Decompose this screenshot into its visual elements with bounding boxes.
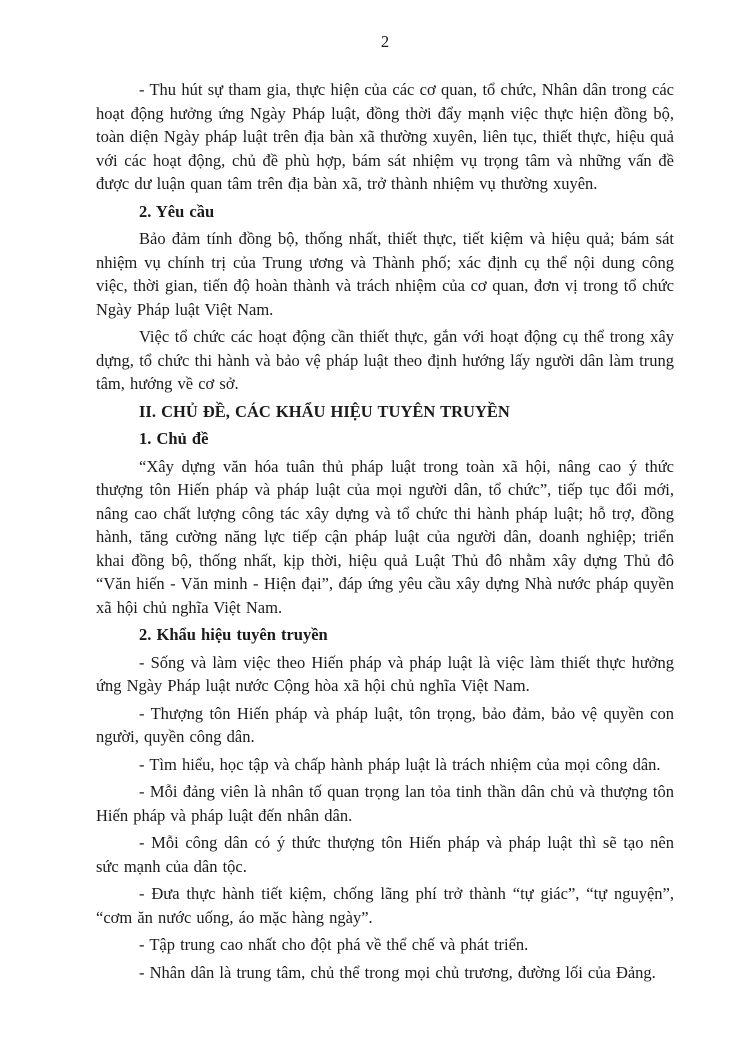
slogan-item-4: - Mỗi đảng viên là nhân tố quan trọng lan tỏa tinh thần dân chủ và thượng tôn Hiến pháp và pháp luật đến nhân dân. xyxy=(96,782,674,825)
slogan-item-8: - Nhân dân là trung tâm, chủ thể trong mọi chủ trương, đường lối của Đảng. xyxy=(139,962,656,982)
slogan-item-1: - Sống và làm việc theo Hiến pháp và pháp luật là việc làm thiết thực hưởng ứng Ngày Pháp luật nước Cộng hòa xã hội chủ nghĩa Việt Nam. xyxy=(96,652,674,695)
heading-khau-hieu: 2. Khẩu hiệu tuyên truyền xyxy=(139,625,328,644)
heading-yeu-cau: 2. Yêu cầu xyxy=(139,201,215,221)
slogan-item-7: - Tập trung cao nhất cho đột phá về thể chế và phát triển. xyxy=(139,935,529,954)
slogan-item-2: - Thượng tôn Hiến pháp và pháp luật, tôn trọng, bảo đảm, bảo vệ quyền con người, quyền công dân. xyxy=(96,703,674,746)
slogan-item-6: - Đưa thực hành tiết kiệm, chống lãng phí trở thành “tự giác”, “tự nguyện”, “cơm ăn nước uống, áo mặc hàng ngày”. xyxy=(96,884,674,927)
page-number: 2 xyxy=(380,32,390,51)
slogan-item-5: - Mỗi công dân có ý thức thượng tôn Hiến pháp và pháp luật thì sẽ tạo nên sức mạnh của dân tộc. xyxy=(96,833,674,876)
paragraph-intro-bullet: - Thu hút sự tham gia, thực hiện của các cơ quan, tổ chức, Nhân dân trong các hoạt động hưởng ứng Ngày Pháp luật, đồng thời đẩy mạnh việc thực hiện đồng bộ, toàn diện Ngày pháp luật trên địa bàn xã thường xuyên, liên tục, thiết thực, hiệu quả với các hoạt động, chủ đề phù hợp, bám sát nhiệm vụ trọng tâm và những vấn đề được dư luận quan tâm trên địa bàn xã, trở thành nhiệm vụ thường xuyên. xyxy=(96,80,674,193)
slogan-item-3: - Tìm hiểu, học tập và chấp hành pháp luật là trách nhiệm của mọi công dân. xyxy=(139,754,661,774)
paragraph-viec-to-chuc: Việc tổ chức các hoạt động cần thiết thực, gắn với hoạt động cụ thể trong xây dựng, tổ chức thi hành và bảo vệ pháp luật theo định hướng lấy người dân làm trung tâm, hướng về cơ sở. xyxy=(96,327,674,393)
document-body xyxy=(96,78,674,984)
paragraph-chu-de-content: “Xây dựng văn hóa tuân thủ pháp luật trong toàn xã hội, nâng cao ý thức thượng tôn Hiến pháp và pháp luật của mọi người dân, tổ chức”, tiếp tục đổi mới, nâng cao chất lượng công tác xây dựng và tổ chức thi hành pháp luật; hỗ trợ, đồng hành, tăng cường năng lực tiếp cận pháp luật của người dân, doanh nghiệp; triển khai đồng bộ, thống nhất, kịp thời, hiệu quả Luật Thủ đô nhằm xây dựng Thủ đô “Văn hiến - Văn minh - Hiện đại”, đáp ứng yêu cầu xây dựng Nhà nước pháp quyền xã hội chủ nghĩa Việt Nam. xyxy=(96,456,674,617)
paragraph-bao-dam: Bảo đảm tính đồng bộ, thống nhất, thiết thực, tiết kiệm và hiệu quả; bám sát nhiệm vụ chính trị của Trung ương và Thành phố; xác định cụ thể nội dung công việc, thời gian, tiến độ hoàn thành và trách nhiệm của cơ quan, đơn vị trong tổ chức Ngày Pháp luật Việt Nam. xyxy=(96,229,674,319)
heading-section-ii: II. CHỦ ĐỀ, CÁC KHẨU HIỆU TUYÊN TRUYỀN xyxy=(139,401,510,421)
heading-chu-de: 1. Chủ đề xyxy=(139,429,209,448)
